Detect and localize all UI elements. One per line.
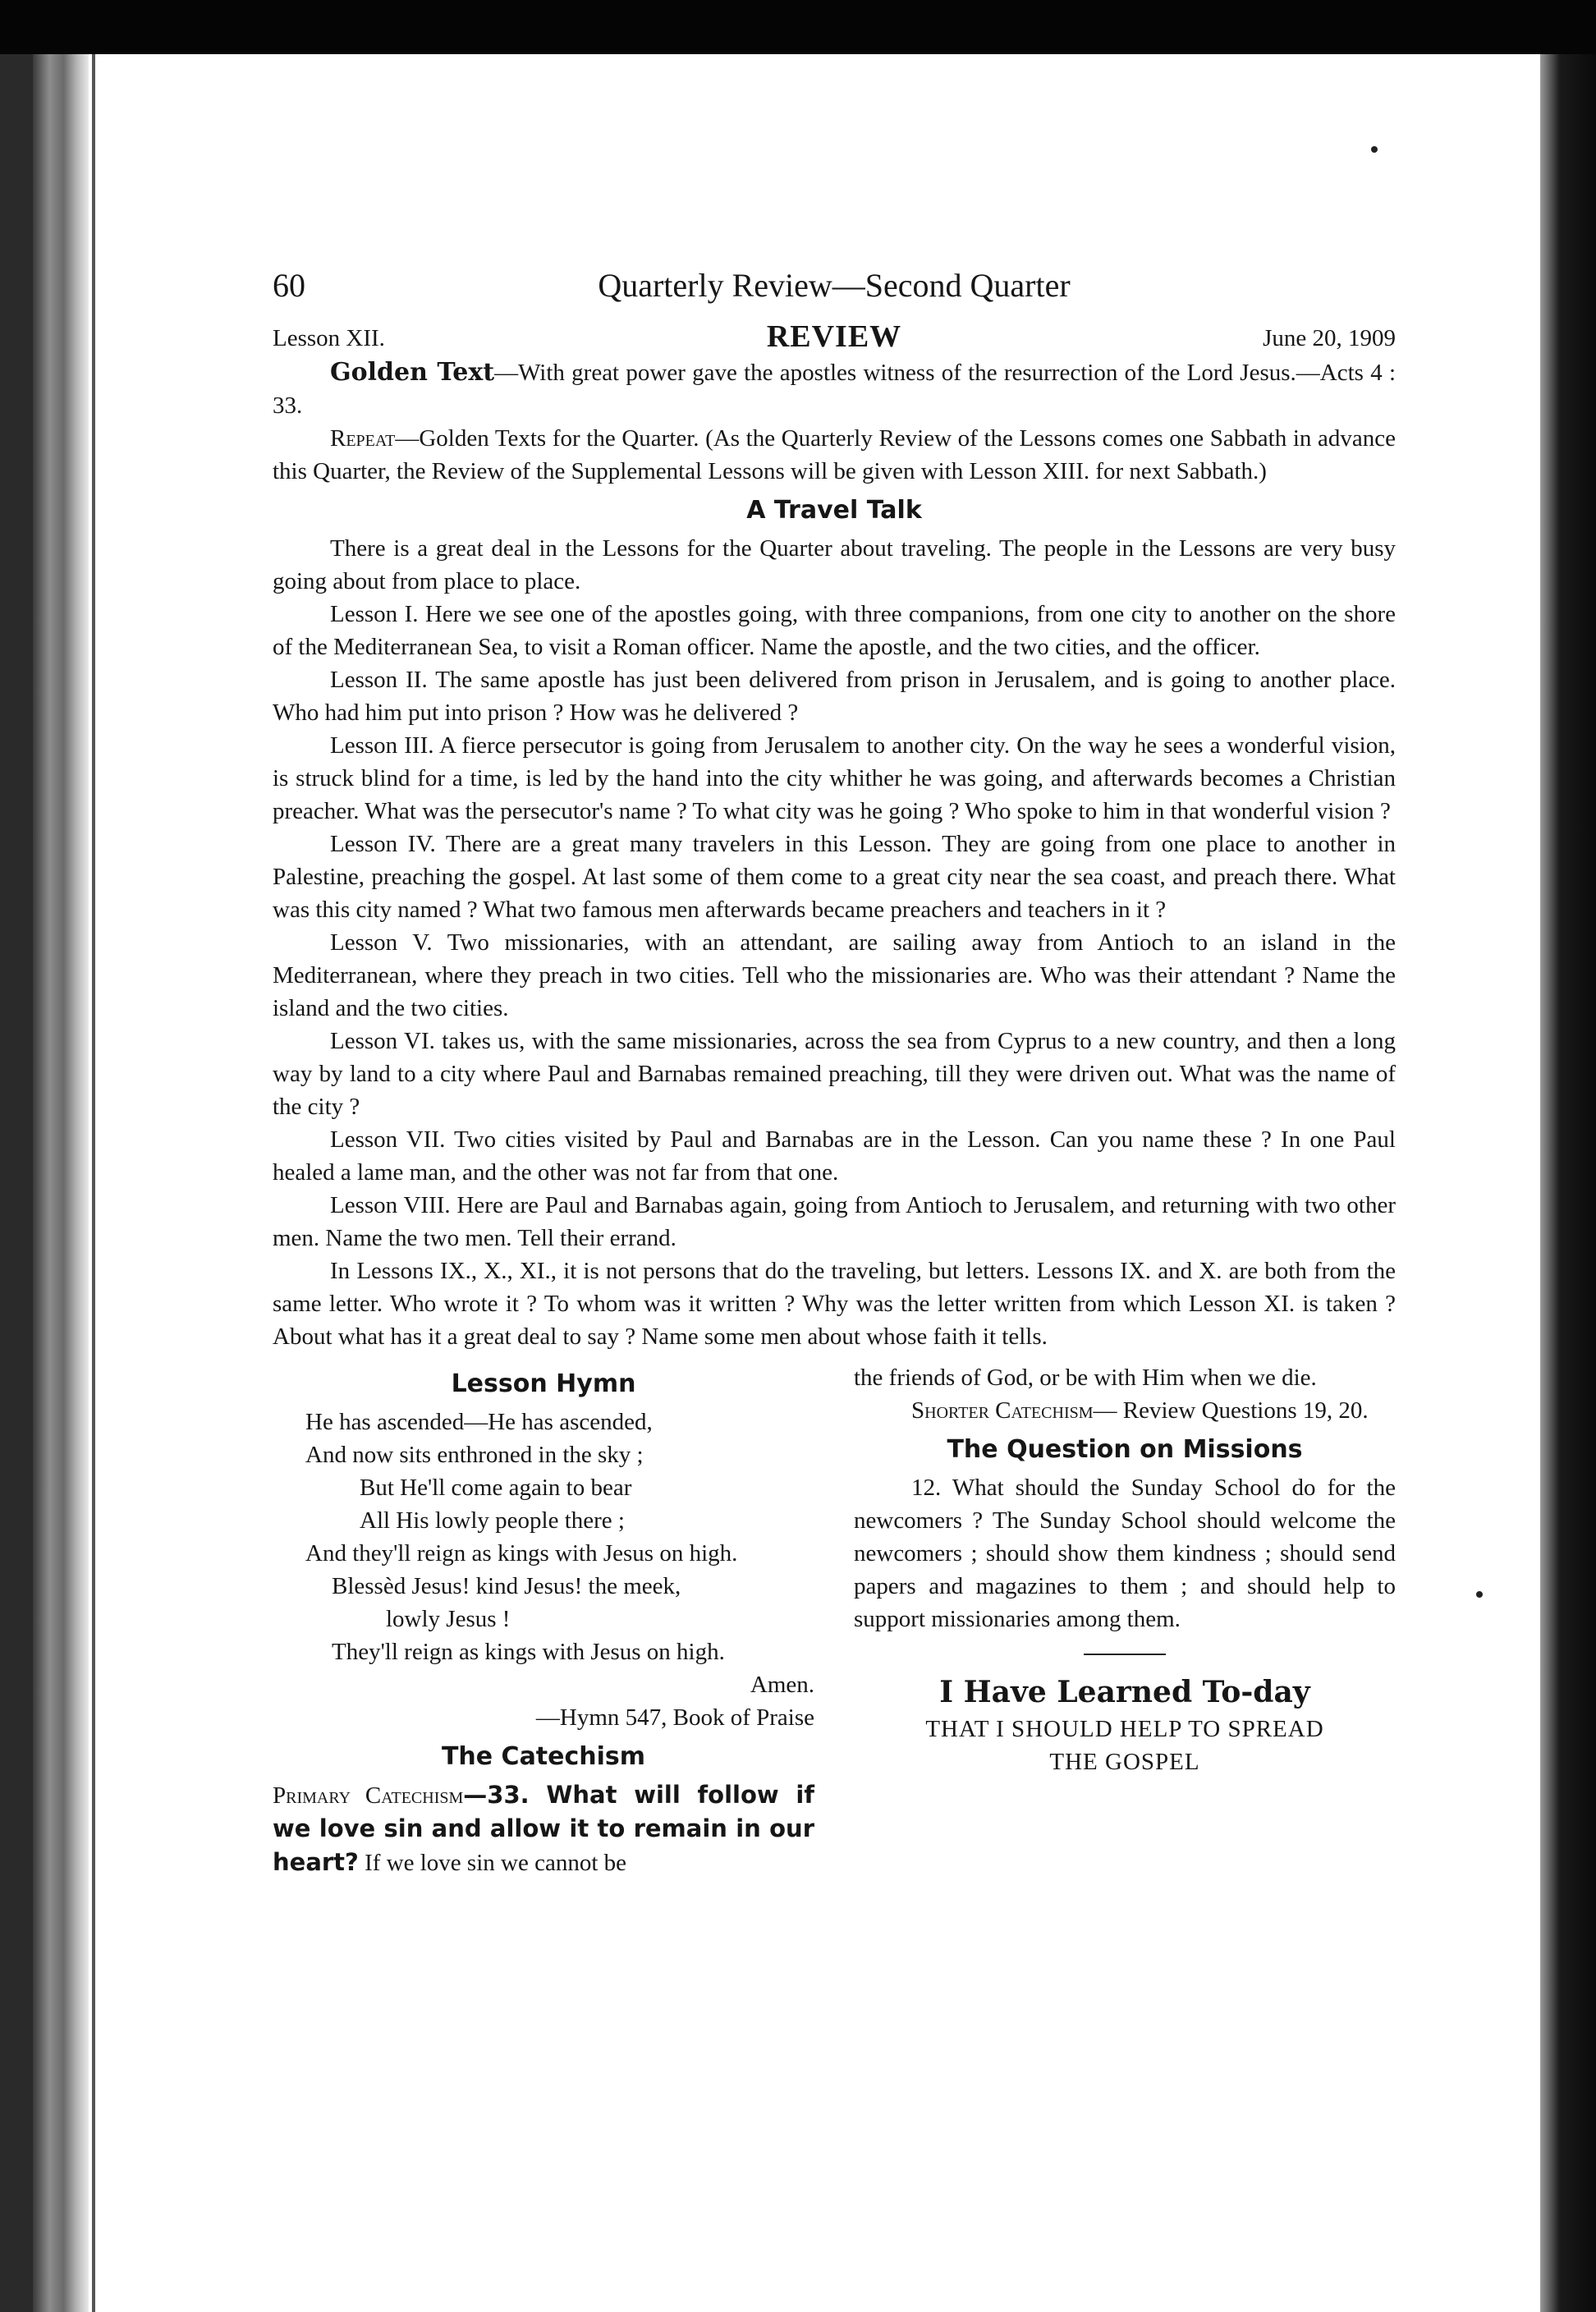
left-column xyxy=(273,1361,814,1879)
shorter-catechism xyxy=(854,1394,1396,1427)
travel-paragraph: Lesson II. The same apostle has just been delivered from prison in Jerusalem, and is going to another place. Who had him put into prison ? How was he delivered ? xyxy=(273,667,1396,726)
learned-line-1: THAT I SHOULD HELP TO SPREAD xyxy=(925,1716,1324,1742)
hymn-heading: Lesson Hymn xyxy=(451,1369,636,1398)
primary-catechism-answer: If we love sin we cannot be xyxy=(365,1850,627,1876)
golden-text xyxy=(273,356,1396,422)
book-spine-edge xyxy=(92,54,95,2312)
primary-catechism-answer-continued: the friends of God, or be with Him when we die. xyxy=(854,1365,1317,1391)
hymn-line: Blessèd Jesus! kind Jesus! the meek, xyxy=(332,1573,681,1599)
travel-paragraph: Lesson IV. There are a great many travelers in this Lesson. They are going from one place to another in Palestine, preaching the gospel. At last some of them come to a great city near the sea coast, and preach there. What was this city named ? What two famous men afterwards became preachers and teachers in it ? xyxy=(273,831,1396,923)
two-column-section xyxy=(273,1361,1396,1879)
scan-right-border xyxy=(1540,54,1596,2312)
lesson-number: Lesson XII. xyxy=(273,325,385,351)
repeat xyxy=(273,422,1396,488)
primary-catechism-question: —33. What will follow if we love sin and allow it to remain in our heart? xyxy=(273,1781,814,1876)
hymn-line: But He'll come again to bear xyxy=(360,1475,632,1501)
scan-top-border xyxy=(0,0,1596,54)
learned-heading: I Have Learned To-day xyxy=(939,1675,1310,1709)
hymn-line: Amen. xyxy=(750,1672,814,1698)
lesson-date: June 20, 1909 xyxy=(1263,325,1396,351)
repeat-label: Repeat xyxy=(330,425,396,452)
lesson-line xyxy=(273,319,1396,356)
book-spine xyxy=(33,54,89,2312)
shorter-catechism-text: — Review Questions 19, 20. xyxy=(1093,1397,1369,1424)
repeat-body: —Golden Texts for the Quarter. (As the Quarterly Review of the Lessons comes one Sabbath in advance this Quarter, the Review of the Supplemental Lessons will be given with Lesson XIII. for next Sabbath.) xyxy=(273,425,1396,484)
travel-paragraph: Lesson VIII. Here are Paul and Barnabas again, going from Antioch to Jerusalem, and returning with two other men. Name the two men. Tell their errand. xyxy=(273,1192,1396,1251)
travel-paragraph: There is a great deal in the Lessons for the Quarter about traveling. The people in the Lessons are very busy going about from place to place. xyxy=(273,535,1396,594)
catechism-heading: The Catechism xyxy=(441,1742,646,1771)
primary-catechism xyxy=(273,1778,814,1879)
travel-paragraph: Lesson VII. Two cities visited by Paul and Barnabas are in the Lesson. Can you name these ? In one Paul healed a lame man, and the other was not far from that one. xyxy=(273,1126,1396,1186)
hymn xyxy=(273,1406,814,1734)
golden-text-body: —With great power gave the apostles witness of the resurrection of the Lord Jesus.—Acts 4 : 33. xyxy=(273,360,1396,419)
travel-paragraph: Lesson VI. takes us, with the same missionaries, across the sea from Cyprus to a new country, and then a long way by land to a city where Paul and Barnabas remained preaching, till they were driven out. What was the name of the city ? xyxy=(273,1028,1396,1120)
hymn-line: lowly Jesus ! xyxy=(386,1606,511,1632)
lesson-title: REVIEW xyxy=(766,319,902,354)
learned-line-2: THE GOSPEL xyxy=(1049,1749,1200,1775)
travel-paragraph: Lesson III. A fierce persecutor is going from Jerusalem to another city. On the way he sees a wonderful vision, is struck blind for a time, is led by the hand into the city whither he was going, and afterwards becomes a Christian preacher. What was the persecutor's name ? To what city was he going ? Who spoke to him in that wonderful vision ? xyxy=(273,732,1396,824)
travel-paragraph: Lesson I. Here we see one of the apostles going, with three companions, from one city to another on the shore of the Mediterranean Sea, to visit a Roman officer. Name the apostle, and the two cities, and the officer. xyxy=(273,601,1396,660)
travel-talk-heading: A Travel Talk xyxy=(746,496,922,525)
page xyxy=(273,261,1396,1879)
travel-talk xyxy=(273,532,1396,1353)
page-number: 60 xyxy=(273,267,305,304)
hymn-line: All His lowly people there ; xyxy=(360,1507,625,1534)
travel-paragraph: In Lessons IX., X., XI., it is not persons that do the traveling, but letters. Lessons IX. and X. are both from the same letter. Who wrote it ? To whom was it written ? Why was the letter written from which Lesson XI. is taken ? About what has it a great deal to say ? Name some men about whose faith it tells. xyxy=(273,1258,1396,1350)
ink-speck xyxy=(1476,1591,1483,1598)
golden-text-label: Golden Text xyxy=(330,358,495,387)
running-head xyxy=(273,261,1396,314)
missions-heading: The Question on Missions xyxy=(947,1435,1303,1464)
hymn-line: And they'll reign as kings with Jesus on high. xyxy=(305,1540,738,1567)
hymn-source: —Hymn 547, Book of Praise xyxy=(535,1704,814,1731)
hymn-line: They'll reign as kings with Jesus on high. xyxy=(332,1639,725,1665)
missions-text: 12. What should the Sunday School do for the newcomers ? The Sunday School should welcome the newcomers ; should show them kindness ; should send papers and magazines to them ; and should help to support missionaries among them. xyxy=(854,1475,1396,1632)
right-column xyxy=(854,1361,1396,1879)
travel-paragraph: Lesson V. Two missionaries, with an attendant, are sailing away from Antioch to an island in the Mediterranean, where they preach in two cities. Tell who the missionaries are. Who was their attendant ? Name the island and the two cities. xyxy=(273,929,1396,1021)
ink-speck xyxy=(1371,146,1378,153)
primary-catechism-label: Primary Catechism xyxy=(273,1782,464,1809)
hymn-line: He has ascended—He has ascended, xyxy=(305,1409,653,1435)
shorter-catechism-label: Shorter Catechism xyxy=(911,1397,1094,1424)
hymn-line: And now sits enthroned in the sky ; xyxy=(305,1442,644,1468)
scan-left-border xyxy=(0,54,33,2312)
divider xyxy=(1084,1654,1166,1655)
running-title: Quarterly Review—Second Quarter xyxy=(598,267,1071,304)
